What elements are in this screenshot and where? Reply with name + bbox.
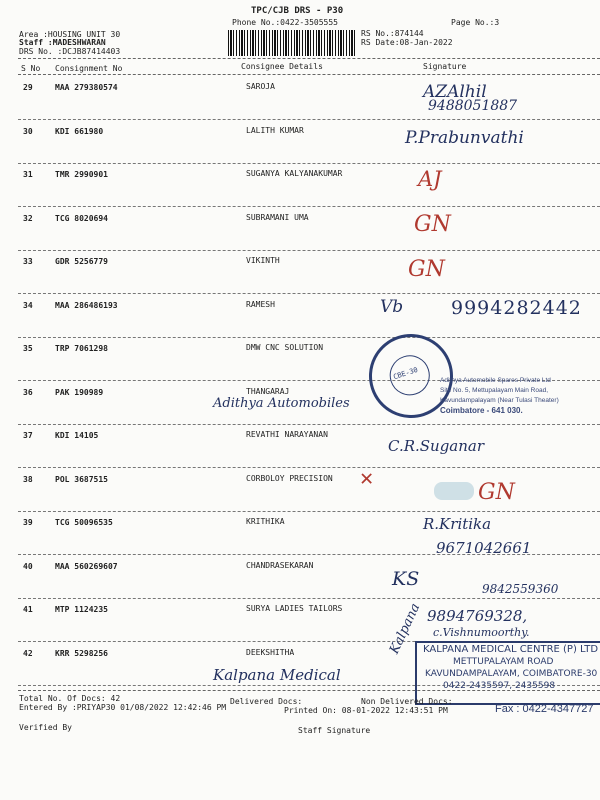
table-row: [18, 163, 600, 207]
row-sno: 35: [23, 344, 33, 353]
delivered-docs: Delivered Docs:: [230, 697, 303, 706]
signature-row-42: Kalpana: [387, 601, 424, 657]
col-signature: Signature: [423, 62, 467, 71]
phone-handwritten-row-39: 9671042661: [436, 539, 532, 557]
signature-row-31: AJ: [418, 167, 442, 191]
row-sno: 38: [23, 474, 33, 484]
row-sno: 31: [23, 170, 33, 179]
row-sno: 32: [23, 213, 33, 223]
row-consignee-name: SUGANYA KALYANAKUMAR: [246, 169, 343, 178]
table-row: [18, 337, 600, 381]
signature-row-32: GN: [414, 212, 451, 237]
phone-handwritten-row-40: 9842559360: [482, 582, 559, 596]
signature-row-37: C.R.Suganar: [388, 437, 485, 455]
phone-handwritten-row-41: 9894769328,: [427, 607, 528, 625]
row-sno: 29: [23, 83, 33, 92]
area-label: Area :HOUSING UNIT 30: [19, 30, 121, 39]
printed-on: Printed On: 08-01-2022 12:43:51 PM: [284, 706, 448, 715]
stamp-line-2: Site No. 5, Mettupalayam Main Road,: [440, 387, 549, 394]
non-delivered-docs: Non Delivered Docs:: [361, 697, 453, 706]
signature-row-36: Adithya Automobiles: [213, 396, 350, 411]
row-consignee-name: SURYA LADIES TAILORS: [246, 604, 343, 613]
entered-by: Entered By :PRIYAP30 01/08/2022 12:42:46 PM: [19, 703, 227, 712]
col-consignment: Consignment No: [55, 64, 123, 73]
row-consignment-no: MTP 1124235: [55, 605, 108, 614]
cross-mark-icon: ✕: [360, 466, 374, 491]
row-consignee-name: VIKINTH: [246, 256, 280, 265]
row-consignment-no: TMR 2990901: [55, 170, 108, 179]
page-number: Page No.:3: [451, 18, 500, 27]
stamp-road: METTUPALAYAM ROAD: [453, 657, 554, 667]
seal-center-text: CBE-30: [392, 365, 419, 382]
header-divider-top: [18, 58, 600, 59]
stamp-line-1: Adithya Automobile Spares Private Ltd: [440, 377, 551, 384]
signature-row-39: R.Kritika: [423, 515, 492, 533]
phone-number: Phone No.:0422-3505555: [232, 18, 338, 27]
signature-row-38: GN: [478, 480, 515, 505]
stamp-fax: Fax : 0422-4347727: [495, 703, 594, 715]
row-consignment-no: MAA 560269607: [55, 561, 118, 571]
table-row: [18, 424, 600, 468]
ink-smudge: [434, 482, 474, 500]
row-consignee-name: CORBOLOY PRECISION: [246, 473, 333, 483]
row-sno: 36: [23, 387, 33, 397]
row-sno: 39: [23, 518, 33, 527]
phone-handwritten-row-34: 9994282442: [451, 297, 582, 319]
row-consignee-name: THANGARAJ: [246, 386, 290, 396]
footer-divider: [18, 690, 600, 691]
signature-row-41: c.Vishnumoorthy.: [433, 626, 530, 639]
row-sno: 42: [23, 648, 33, 658]
row-consignment-no: PAK 190989: [55, 387, 104, 397]
table-row: [18, 207, 600, 251]
kalpana-medical-stamp: [415, 641, 600, 705]
verified-by: Verified By: [19, 723, 72, 732]
handwritten-name-row-42: Kalpana Medical: [213, 666, 341, 684]
staff-label: Staff :MADESHWARAN: [19, 38, 106, 47]
adithya-address-stamp: [440, 376, 559, 416]
barcode: [228, 30, 355, 56]
signature-row-33: GN: [408, 257, 445, 282]
table-row: [18, 250, 600, 294]
row-sno: 37: [23, 431, 33, 440]
stamp-line-4: Coimbatore - 641 030.: [440, 406, 523, 415]
row-consignee-name: DEEKSHITHA: [246, 647, 295, 657]
row-consignment-no: TRP 7061298: [55, 344, 108, 353]
rs-number: RS No.:874144: [361, 29, 424, 38]
row-consignment-no: KDI 661980: [55, 126, 104, 136]
row-consignment-no: POL 3687515: [55, 474, 108, 484]
stamp-line-3: Kavundampalayam (Near Tulasi Theater): [440, 397, 559, 404]
row-consignment-no: MAA 286486193: [55, 300, 118, 310]
row-consignee-name: DMW CNC SOLUTION: [246, 343, 324, 352]
col-sno: S No: [21, 64, 41, 73]
row-consignee-name: SUBRAMANI UMA: [246, 212, 309, 222]
row-consignee-name: REVATHI NARAYANAN: [246, 430, 328, 439]
row-consignment-no: GDR 5256779: [55, 257, 108, 266]
rs-date: RS Date:08-Jan-2022: [361, 38, 453, 47]
stamp-city: KAVUNDAMPALAYAM, COIMBATORE-30: [425, 669, 598, 679]
row-sno: 30: [23, 126, 33, 136]
row-consignment-no: KDI 14105: [55, 431, 99, 440]
signature-row-30: P.Prabunvathi: [405, 128, 524, 148]
row-consignment-no: MAA 279380574: [55, 83, 118, 92]
row-sno: 40: [23, 561, 33, 571]
row-consignee-name: KRITHIKA: [246, 517, 285, 526]
row-sno: 41: [23, 605, 33, 614]
drs-number: DRS No. :DCJB87414403: [19, 47, 121, 56]
row-sno: 33: [23, 257, 33, 266]
row-consignee-name: SAROJA: [246, 82, 275, 91]
row-consignment-no: TCG 50096535: [55, 518, 113, 527]
mark-row-34: Vb: [380, 297, 404, 317]
col-consignee: Consignee Details: [241, 62, 323, 71]
staff-signature: Staff Signature: [298, 726, 371, 735]
row-sno: 34: [23, 300, 33, 310]
report-title: TPC/CJB DRS - P30: [251, 6, 344, 16]
header-divider-bottom: [18, 74, 600, 75]
row-consignment-no: KRR 5298256: [55, 648, 108, 658]
total-docs: Total No. Of Docs: 42: [19, 694, 121, 703]
stamp-company-name: KALPANA MEDICAL CENTRE (P) LTD: [423, 644, 599, 655]
signature-row-40: KS: [392, 568, 420, 590]
row-consignee-name: LALITH KUMAR: [246, 125, 304, 135]
row-consignment-no: TCG 8020694: [55, 213, 108, 223]
signature-row-29: AZAlhil: [423, 82, 487, 102]
phone-handwritten-row-29: 9488051887: [428, 98, 518, 114]
row-consignee-name: CHANDRASEKARAN: [246, 560, 314, 570]
stamp-phone: 0422-2435597, 2435598: [443, 681, 556, 691]
row-consignee-name: RAMESH: [246, 299, 275, 309]
